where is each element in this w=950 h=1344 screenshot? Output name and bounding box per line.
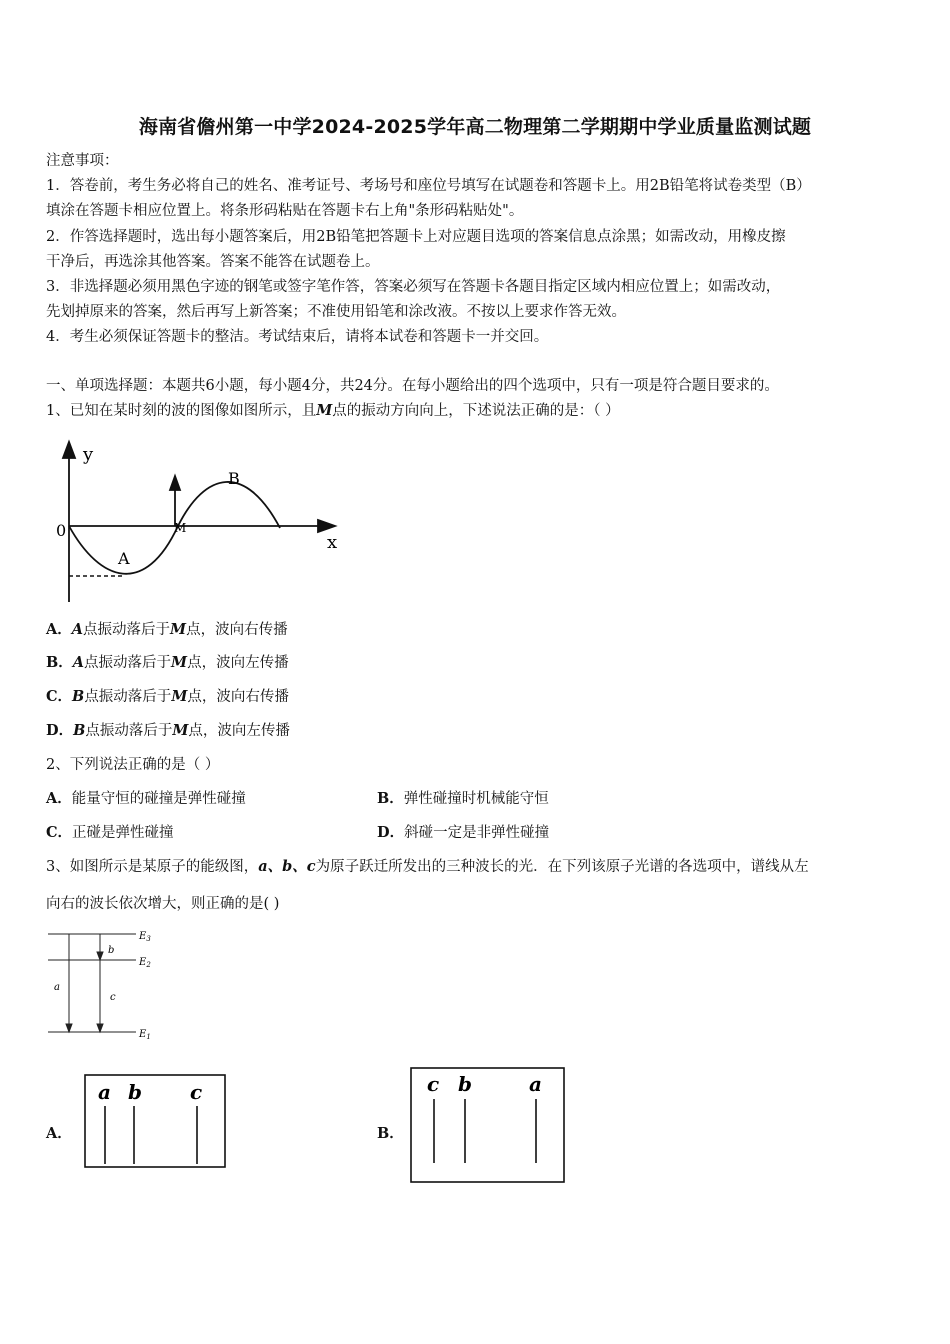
question-3-stem-line1 [46,857,809,877]
option-letter: A． [46,790,72,807]
q1-stem-part: 点的振动方向向上，下述说法正确的是：（ ） [332,403,620,419]
e1-label: $E_1$ [139,1029,151,1041]
option-text: 正碰是弹性碰撞 [72,825,174,841]
spectrum-label-c: c [427,1072,440,1096]
origin-label: 0 [56,521,67,540]
option-text: 点，波向左传播 [188,723,290,739]
option-var: M [172,722,189,739]
transition-b-head [97,952,103,960]
e2-label: $E_2$ [139,957,151,969]
q2-option-b[interactable] [377,789,549,809]
page-title: 海南省儋州第一中学2024-2025学年高二物理第二学期期中学业质量监测试题 [138,116,812,138]
q2-option-a[interactable] [46,789,246,809]
option-text: 点振动落后于 [84,689,172,705]
option-letter: C． [46,688,73,705]
option-text: 点，波向右传播 [186,622,288,638]
option-var: B [72,688,85,705]
q2-option-d[interactable] [377,823,549,843]
option-var: M [171,654,188,671]
q3-option-b-letter[interactable]: B． [377,1125,404,1142]
option-var: M [170,621,187,638]
point-m-label: M [174,521,187,535]
option-text: 点，波向左传播 [187,655,289,671]
q1-option-d[interactable] [46,721,290,741]
x-axis-arrow [318,520,335,532]
c-label: c [110,992,116,1003]
q3-stem-part: 为原子跃迁所发出的三种波长的光．在下列该原子光谱的各选项中，谱线从左 [315,859,809,875]
notice-line: 3．非选择题必须用黑色字迹的钢笔或签字笔作答，答案必须写在答题卡各题目指定区域内相应位置上；如需改动， [46,279,781,295]
section-heading: 一、单项选择题：本题共6小题，每小题4分，共24分。在每小题给出的四个选项中，只有一项是符合题目要求的。 [46,378,779,394]
q1-option-a[interactable] [46,620,288,640]
q1-stem-part: 1、已知在某时刻的波的图像如图所示，且 [46,403,317,419]
m-arrow-head [170,476,180,490]
notice-line: 2．作答选择题时，选出每小题答案后，用2B铅笔把答题卡上对应题目选项的答案信息点涂黑；如需改动，用橡皮擦 [46,229,786,245]
option-var: B [73,722,86,739]
notice-heading: 注意事项： [46,153,119,169]
notice-line: 干净后，再选涂其他答案。答案不能答在试题卷上。 [46,254,380,270]
spectrum-label-b: b [128,1080,142,1104]
transition-c-head [97,1024,103,1032]
question-2-stem: 2、下列说法正确的是（ ） [46,757,220,773]
option-text: 能量守恒的碰撞是弹性碰撞 [71,791,246,807]
option-letter: B． [377,790,404,807]
a-label: a [54,982,60,993]
notice-line: 填涂在答题卡相应位置上。将条形码粘贴在答题卡右上角"条形码粘贴处"。 [46,203,524,219]
option-text: 点振动落后于 [84,655,172,671]
option-text: 斜碰一定是非弹性碰撞 [404,825,550,841]
notice-line: 先划掉原来的答案，然后再写上新答案；不准使用铅笔和涂改液。不按以上要求作答无效。 [46,304,626,320]
q3-stem-vars: a、b、c [258,858,316,875]
notice-line: 1．答卷前，考生务必将自己的姓名、准考证号、考场号和座位号填写在试题卷和答题卡上。用2B铅笔将试卷类型（B） [46,178,811,194]
q3-option-b-spectrum[interactable] [410,1067,568,1185]
y-label: y [83,444,94,465]
option-letter: B． [46,654,73,671]
option-var: M [171,688,188,705]
notice-line: 4．考生必须保证答题卡的整洁。考试结束后，请将本试卷和答题卡一并交回。 [46,329,549,345]
wave-figure [40,432,360,612]
question-3-stem-line2: 向右的波长依次增大，则正确的是( ) [46,896,280,912]
q3-option-a-spectrum[interactable] [84,1074,228,1170]
option-text: 点振动落后于 [83,622,171,638]
option-letter: D． [377,824,405,841]
option-var: A [72,654,85,671]
q3-option-a-letter[interactable]: A． [46,1125,72,1142]
transition-a-head [66,1024,72,1032]
e3-label: $E_3$ [139,931,151,943]
question-1-stem [46,401,620,421]
b-label: b [108,945,115,956]
option-text: 点，波向右传播 [187,689,289,705]
spectrum-label-a: a [98,1080,111,1104]
point-b-label: B [228,469,240,488]
q1-option-c[interactable] [46,687,289,707]
q2-option-c[interactable] [46,823,174,843]
q1-stem-var: M [316,402,333,419]
q1-option-b[interactable] [46,653,289,673]
option-var: A [71,621,84,638]
point-a-label: A [118,549,130,568]
spectrum-label-b: b [458,1072,472,1096]
option-letter: C． [46,824,73,841]
y-axis-arrow [63,442,75,458]
option-letter: A． [46,621,72,638]
option-text: 弹性碰撞时机械能守恒 [403,791,549,807]
option-letter: D． [46,722,74,739]
option-text: 点振动落后于 [85,723,173,739]
q3-stem-part: 3、如图所示是某原子的能级图， [46,859,259,875]
spectrum-label-a: a [529,1072,542,1096]
spectrum-label-c: c [190,1080,203,1104]
energy-level-figure [44,926,164,1042]
x-label: x [327,532,338,553]
